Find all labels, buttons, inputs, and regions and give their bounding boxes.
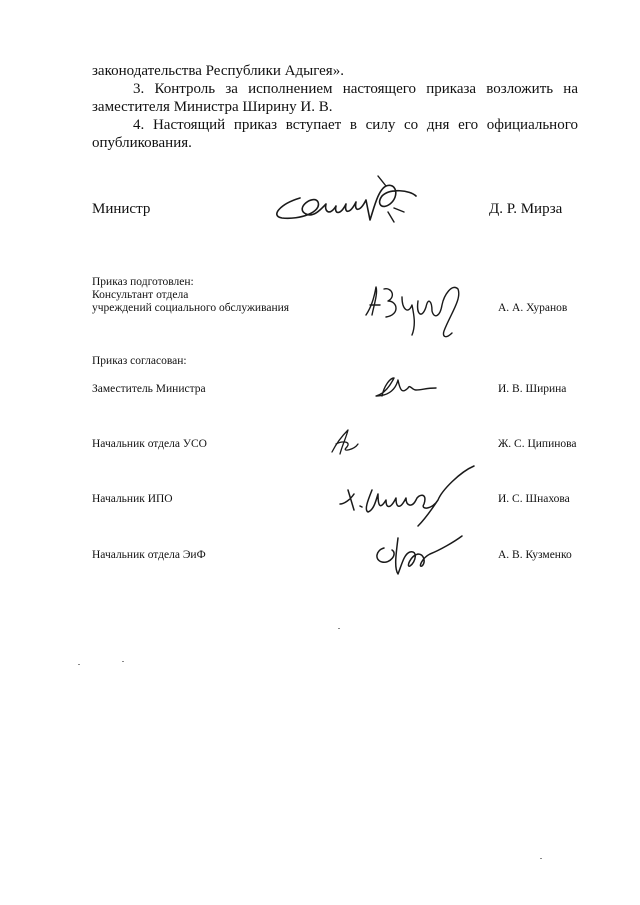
approval-position: Начальник отдела ЭиФ xyxy=(92,549,206,561)
minister-signature xyxy=(270,168,430,238)
prepared-position-line1: Консультант отдела xyxy=(92,289,189,301)
body-line-continuation: законодательства Республики Адыгея». xyxy=(92,63,344,79)
approval-name: Ж. С. Ципинова xyxy=(498,438,577,450)
scan-speck xyxy=(78,664,80,665)
approval-name: И. В. Ширина xyxy=(498,383,567,395)
approval-name: А. В. Кузменко xyxy=(498,549,572,561)
ipo-head-signature xyxy=(334,460,484,530)
approval-position: Начальник ИПО xyxy=(92,493,173,505)
scan-speck xyxy=(540,858,542,859)
approval-position: Заместитель Министра xyxy=(92,383,206,395)
body-item-3: 3. Контроль за исполнением настоящего приказа возложить на заместителя Министра Ширину И. В. xyxy=(92,81,578,115)
approved-header: Приказ согласован: xyxy=(92,355,187,367)
prepared-header: Приказ подготовлен: xyxy=(92,276,194,288)
minister-title: Министр xyxy=(92,201,151,217)
deputy-signature xyxy=(370,366,450,406)
body-item-4: 4. Настоящий приказ вступает в силу со дня его официального опубликования. xyxy=(92,117,578,151)
preparer-signature xyxy=(362,275,472,345)
uso-head-signature xyxy=(326,424,366,460)
scan-speck xyxy=(338,628,340,629)
prepared-position-line2: учреждений социального обслуживания xyxy=(92,302,290,314)
scan-speck xyxy=(122,661,124,662)
eif-head-signature xyxy=(370,524,470,580)
minister-name: Д. Р. Мирза xyxy=(489,201,563,217)
approval-name: И. С. Шнахова xyxy=(498,493,570,505)
approval-position: Начальник отдела УСО xyxy=(92,438,207,450)
prepared-name: А. А. Хуранов xyxy=(498,302,568,314)
